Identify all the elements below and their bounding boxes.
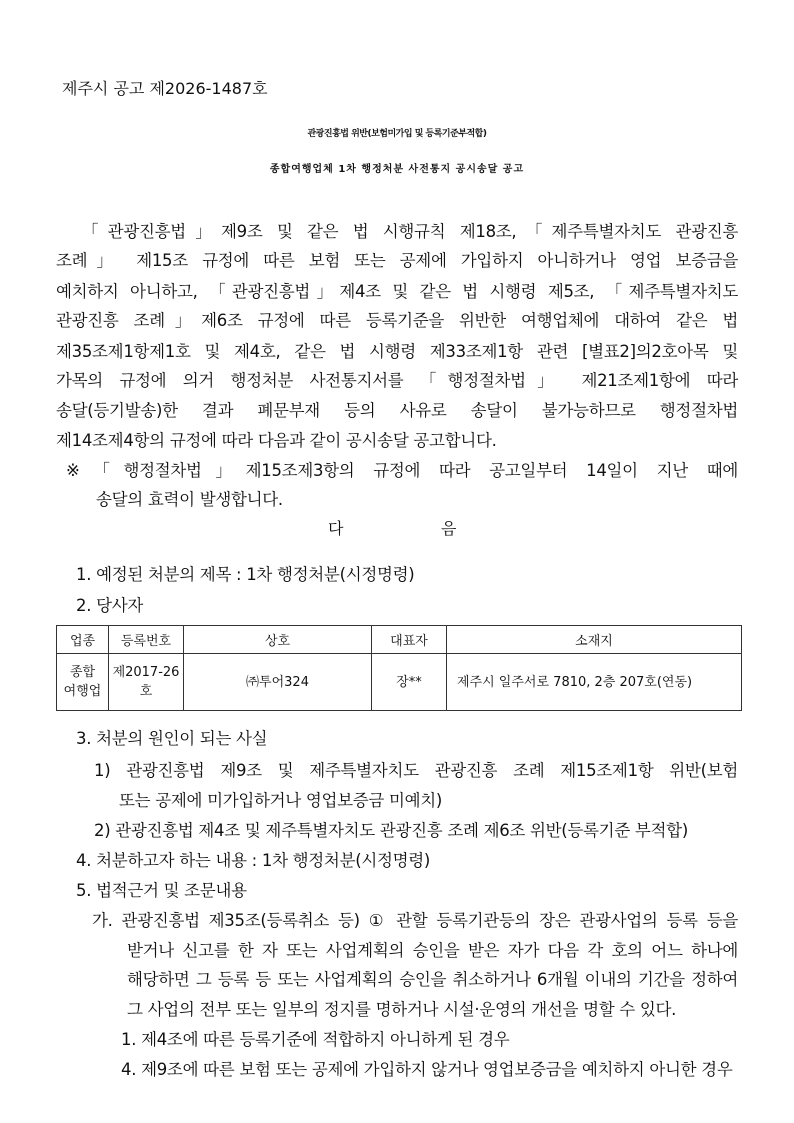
intro-line: 송달(등기발송)한 결과 폐문부재 등의 사유로 송달이 불가능하므로 행정절차법 [56,401,738,420]
company-name-cell: ㈜투어324 [184,654,372,711]
registration-number-cell: 제2017-26호 [109,654,184,711]
intro-line: 제14조제4항의 규정에 따라 다음과 같이 공시송달 공고합니다. [56,431,497,450]
party-table [56,625,742,711]
section-1: 1. 예정된 처분의 제목 : 1차 행정처분(시정명령) [76,565,415,584]
notice-line: 송달의 효력이 발생합니다. [96,490,283,509]
column-header: 상호 [184,626,372,654]
section-4: 4. 처분하고자 하는 내용 : 1차 행정처분(시정명령) [76,851,431,870]
business-type-line: 여행업 [63,684,102,699]
table-row [57,654,742,711]
section-5-ga-line: 받거나 신고를 한 자 또는 사업계획의 승인을 받은 자가 다음 각 호의 어느 하나에 [127,941,738,960]
business-type-cell [57,654,109,711]
column-header: 대표자 [372,626,447,654]
section-3: 3. 처분의 원인이 되는 사실 [76,729,268,748]
business-type-line: 종합 [69,665,96,680]
address-cell: 제주시 일주서로 7810, 2층 207호(연동) [447,654,742,711]
section-5-item-1: 1. 제4조에 따른 등록기준에 적합하지 아니하게 된 경우 [121,1030,510,1049]
section-5-ga-line: 가. 관광진흥법 제35조(등록취소 등) ① 관할 등록기관등의 장은 관광사업의 등록 등을 [92,911,738,930]
title-line-2: 종합여행업체 1차 행정처분 사전통지 공시송달 공고 [269,164,525,175]
section-5-ga-line: 그 사업의 전부 또는 일부의 정지를 명하거나 시설·운영의 개선을 명할 수 있다. [127,1000,677,1019]
section-5-item-4: 4. 제9조에 따른 보험 또는 공제에 가입하지 않거나 영업보증금을 예치하지 아니한 경우 [121,1060,733,1079]
section-3-item-1-cont: 또는 공제에 미가입하거나 영업보증금 미예치) [119,791,443,810]
intro-line: 조례」 제15조 규정에 따른 보험 또는 공제에 가입하지 아니하거나 영업 보증금을 [56,251,738,270]
heading-da: 다 [328,519,344,538]
intro-line: 예치하지 아니하고, 「관광진흥법」제4조 및 같은 법 시행령 제5조, 「제주특별자치도 [56,282,738,301]
notice-line: ※「행정절차법」제15조제3항의 규정에 따라 공고일부터 14일이 지난 때에 [66,461,738,480]
section-2: 2. 당사자 [76,596,144,615]
document-number: 제주시 공고 제2026-1487호 [62,79,268,98]
section-3-item-1: 1) 관광진흥법 제9조 및 제주특별자치도 관광진흥 조례 제15조제1항 위반(보험 [94,761,738,780]
column-header: 등록번호 [109,626,184,654]
intro-line: 가목의 규정에 의거 행정처분 사전통지서를 「행정절차법」 제21조제1항에 따라 [56,371,738,390]
table-header-row [57,626,742,654]
intro-line: 관광진흥 조례」제6조 규정에 따른 등록기준을 위반한 여행업체에 대하여 같은 법 [56,311,738,330]
section-5-ga-line: 해당하면 그 등록 등 또는 사업계획의 승인을 취소하거나 6개월 이내의 기간을 정하여 [127,970,738,989]
section-3-item-2: 2) 관광진흥법 제4조 및 제주특별자치도 관광진흥 조례 제6조 위반(등록기준 부적합) [94,821,688,840]
intro-line: 「관광진흥법」제9조 및 같은 법 시행규칙 제18조,「제주특별자치도 관광진흥 [82,222,738,241]
section-5: 5. 법적근거 및 조문내용 [76,881,247,900]
representative-cell: 장** [372,654,447,711]
heading-eum: 음 [441,519,457,538]
column-header: 소재지 [447,626,742,654]
intro-line: 제35조제1항제1호 및 제4호, 같은 법 시행령 제33조제1항 관련 [별표2]의2호아목 및 [56,342,738,361]
title-line-1: 관광진흥법 위반(보험미가입 및 등록기준부적합) [307,129,487,139]
column-header: 업종 [57,626,109,654]
